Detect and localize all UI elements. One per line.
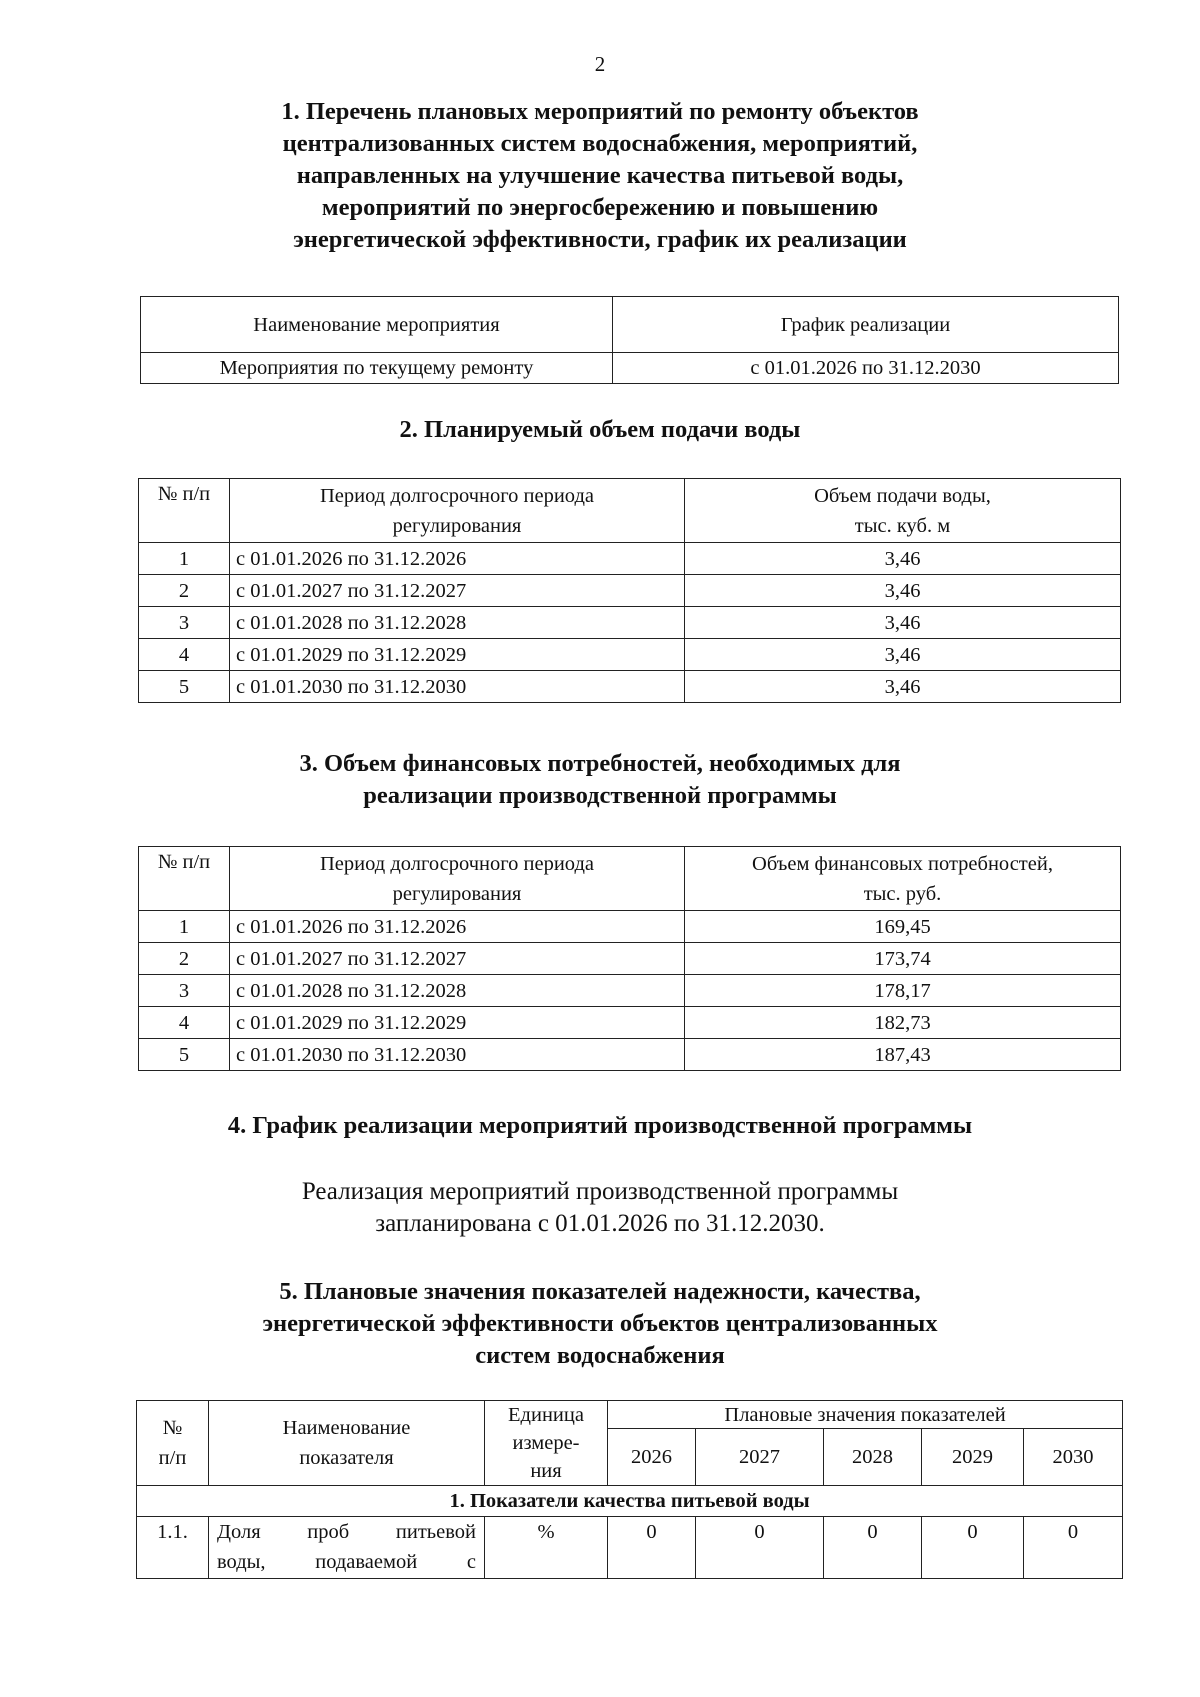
header-line: ния: [530, 1460, 562, 1482]
table-header-cell: [685, 847, 1121, 911]
section3-title-line: реализации производственной программы: [363, 782, 837, 809]
table-cell: с 01.01.2030 по 31.12.2030: [230, 1039, 685, 1071]
table-row: [139, 575, 1121, 607]
section4-title-text: 4. График реализации мероприятий производственной программы: [227, 1112, 973, 1139]
section2-table: [138, 478, 1121, 703]
table-row: [139, 639, 1121, 671]
table-cell: 5: [139, 1039, 230, 1071]
header-line: регулирования: [392, 882, 522, 905]
section5-table: [136, 1400, 1123, 1579]
table-header-cell: [230, 847, 685, 911]
section1-title-line: мероприятий по энергосбережению и повышению: [321, 194, 879, 221]
table-cell: с 01.01.2028 по 31.12.2028: [230, 607, 685, 639]
header-line: п/п: [158, 1447, 187, 1469]
table-row: [139, 671, 1121, 703]
section5-title-line: систем водоснабжения: [475, 1342, 725, 1369]
cell-line: Доля проб питьевой: [217, 1521, 476, 1543]
section5-title-line: энергетической эффективности объектов централизованных: [262, 1310, 938, 1337]
table-header-cell: № п/п: [139, 479, 230, 543]
section1-title-line: централизованных систем водоснабжения, мероприятий,: [282, 130, 918, 157]
section4-title: [0, 1110, 1200, 1142]
section4-text-line: Реализация мероприятий производственной программы: [301, 1178, 899, 1205]
table-cell: с 01.01.2028 по 31.12.2028: [230, 975, 685, 1007]
section5-title: [0, 1276, 1200, 1372]
header-line: измере-: [512, 1432, 580, 1454]
section4-text-line: запланирована с 01.01.2026 по 31.12.2030.: [375, 1210, 825, 1237]
table-cell: Мероприятия по текущему ремонту: [141, 353, 613, 384]
header-line: Единица: [508, 1404, 584, 1426]
year-header-cell: 2028: [824, 1429, 922, 1486]
section5-title-line: 5. Плановые значения показателей надежности, качества,: [279, 1278, 921, 1305]
table-header-cell: [485, 1401, 608, 1486]
section3-title-line: 3. Объем финансовых потребностей, необходимых для: [299, 750, 901, 777]
table-cell: с 01.01.2026 по 31.12.2026: [230, 911, 685, 943]
cell-line: воды, подаваемой с: [217, 1551, 476, 1573]
table-cell: 4: [139, 639, 230, 671]
year-header-cell: 2027: [696, 1429, 824, 1486]
table-cell: 0: [608, 1517, 696, 1579]
table-header-cell: Наименование мероприятия: [141, 297, 613, 353]
table-cell: с 01.01.2030 по 31.12.2030: [230, 671, 685, 703]
table-cell: 4: [139, 1007, 230, 1039]
section1-table: [140, 296, 1119, 384]
header-line: Объем финансовых потребностей,: [752, 852, 1053, 875]
table-cell: 5: [139, 671, 230, 703]
table-cell: 3: [139, 607, 230, 639]
table-group-row: [137, 1486, 1123, 1517]
table-header-cell: График реализации: [613, 297, 1119, 353]
table-cell: 2: [139, 943, 230, 975]
table-cell: 3,46: [685, 575, 1121, 607]
section1-title-line: 1. Перечень плановых мероприятий по ремонту объектов: [281, 98, 919, 125]
section1-title-line: энергетической эффективности, график их реализации: [293, 226, 907, 253]
table-header-cell: Плановые значения показателей: [608, 1401, 1123, 1429]
table-cell: 0: [922, 1517, 1024, 1579]
table-header-cell: № п/п: [139, 847, 230, 911]
table-header-cell: [137, 1401, 209, 1486]
table-cell: с 01.01.2026 по 31.12.2026: [230, 543, 685, 575]
header-line: регулирования: [392, 514, 522, 537]
table-row: [139, 975, 1121, 1007]
header-line: Объем подачи воды,: [814, 484, 991, 507]
section1-title: [0, 96, 1200, 256]
table-cell: 3,46: [685, 639, 1121, 671]
table-cell: 3: [139, 975, 230, 1007]
section1-title-line: направленных на улучшение качества питьевой воды,: [296, 162, 904, 189]
year-header-cell: 2029: [922, 1429, 1024, 1486]
table-header-cell: [230, 479, 685, 543]
table-cell: 169,45: [685, 911, 1121, 943]
table-cell: [209, 1517, 485, 1579]
table-cell: 1: [139, 911, 230, 943]
table-row: [139, 543, 1121, 575]
header-line: показателя: [299, 1447, 394, 1469]
table-row: [139, 1039, 1121, 1071]
table-header-cell: [209, 1401, 485, 1486]
header-line: тыс. куб. м: [854, 514, 951, 537]
table-cell: 1: [139, 543, 230, 575]
table-cell: %: [485, 1517, 608, 1579]
page-number: 2: [594, 52, 606, 76]
header-line: тыс. руб.: [863, 882, 942, 905]
table-row: [139, 943, 1121, 975]
table-row: [137, 1517, 1123, 1579]
year-header-cell: 2030: [1024, 1429, 1123, 1486]
header-line: Наименование: [282, 1417, 411, 1439]
header-line: Период долгосрочного периода: [320, 484, 594, 507]
table-cell: 3,46: [685, 671, 1121, 703]
year-header-cell: 2026: [608, 1429, 696, 1486]
table-cell: с 01.01.2029 по 31.12.2029: [230, 639, 685, 671]
table-row: [141, 353, 1119, 384]
table-group-cell: 1. Показатели качества питьевой воды: [137, 1486, 1123, 1517]
header-line: Период долгосрочного периода: [320, 852, 594, 875]
section4-text: [0, 1176, 1200, 1240]
table-cell: с 01.01.2029 по 31.12.2029: [230, 1007, 685, 1039]
section3-title: [0, 748, 1200, 812]
table-cell: с 01.01.2026 по 31.12.2030: [613, 353, 1119, 384]
table-cell: 178,17: [685, 975, 1121, 1007]
table-row: [139, 607, 1121, 639]
table-cell: с 01.01.2027 по 31.12.2027: [230, 575, 685, 607]
table-cell: с 01.01.2027 по 31.12.2027: [230, 943, 685, 975]
header-line: №: [162, 1417, 183, 1439]
table-cell: 0: [824, 1517, 922, 1579]
table-cell: 0: [696, 1517, 824, 1579]
table-cell: 2: [139, 575, 230, 607]
table-header-cell: [685, 479, 1121, 543]
table-cell: 173,74: [685, 943, 1121, 975]
table-cell: 3,46: [685, 543, 1121, 575]
table-cell: 187,43: [685, 1039, 1121, 1071]
section2-title: [0, 414, 1200, 446]
section3-table: [138, 846, 1121, 1071]
table-cell: 182,73: [685, 1007, 1121, 1039]
section2-title-text: 2. Планируемый объем подачи воды: [399, 416, 801, 443]
table-cell: 3,46: [685, 607, 1121, 639]
table-row: [139, 911, 1121, 943]
table-row: [139, 1007, 1121, 1039]
table-cell: 0: [1024, 1517, 1123, 1579]
table-cell: 1.1.: [137, 1517, 209, 1579]
